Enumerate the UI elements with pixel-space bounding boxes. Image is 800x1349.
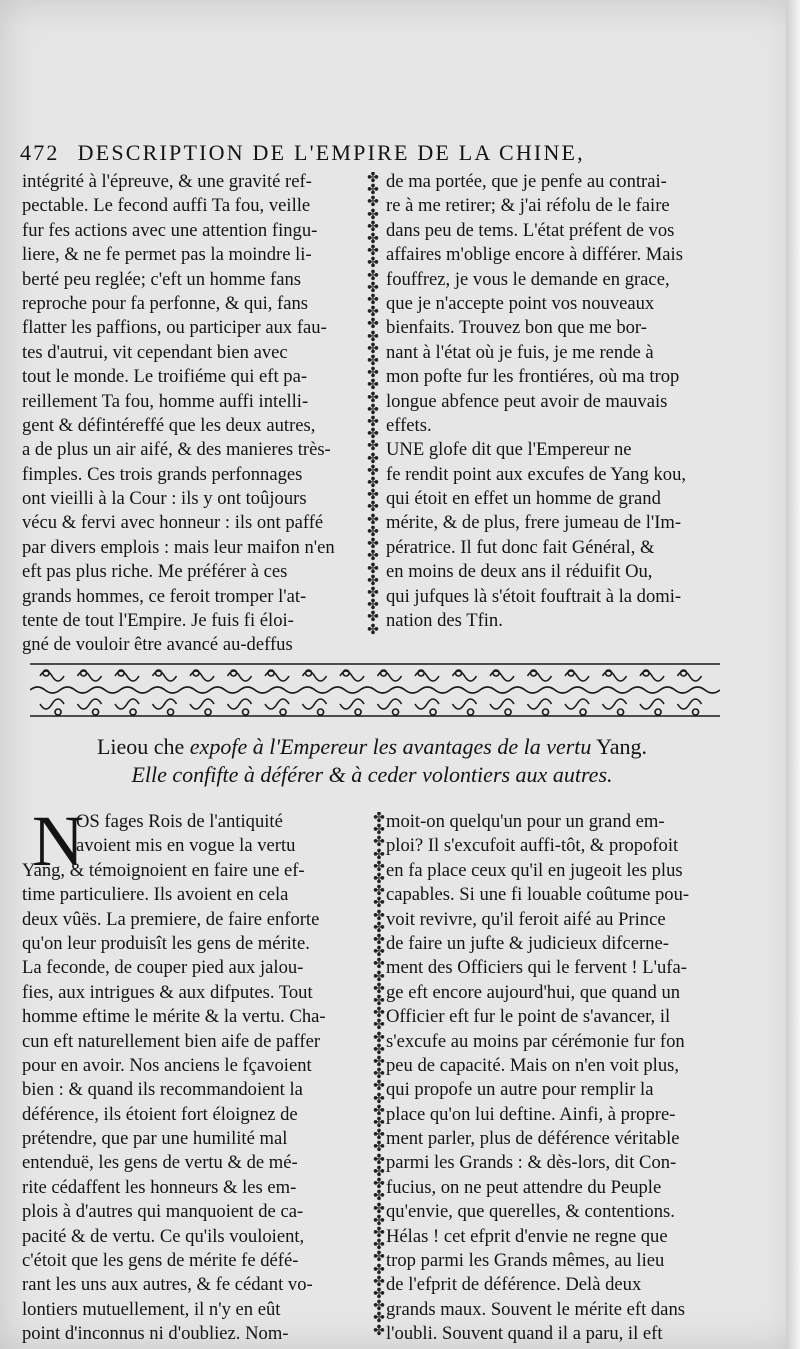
- text-line: rite cédaffent les honneurs & les em-: [22, 1176, 297, 1198]
- text-line: entenduë, les gens de vertu & de mé-: [22, 1152, 298, 1174]
- text-line: déférence, ils étoient fort éloignez de: [22, 1103, 298, 1125]
- text-line: fouffrez, je vous le demande en grace,: [386, 268, 670, 290]
- section-title-name: Lieou che: [96, 734, 185, 759]
- text-line: qu'envie, que querelles, & contentions.: [386, 1201, 675, 1223]
- text-line: grands hommes, ce feroit tromper l'at-: [22, 585, 307, 607]
- page-edge: [786, 0, 800, 1349]
- text-line: c'étoit que les gens de mérite fe défé-: [22, 1250, 299, 1272]
- text-line: capables. Si une fi louable coûtume pou-: [386, 884, 690, 906]
- text-line: ment parler, plus de déférence véritable: [386, 1128, 680, 1150]
- column-right-bottom: [386, 810, 726, 1347]
- column-separator-bottom: ✤ ✤ ✤ ✤ ✤ ✤ ✤ ✤ ✤ ✤ ✤ ✤ ✤ ✤ ✤ ✤ ✤ ✤ ✤ ✤ ✤ ✤ ✤ ✤ ✤ ✤ ✤ ✤ ✤ ✤ ✤ ✤ ✤ ✤ ✤ ✤ ✤ ✤ ✤ ✤ ✤ ✤ ✤: [373, 812, 385, 1339]
- text-line: grands maux. Souvent le mérite eft dans: [386, 1298, 685, 1320]
- text-line: tout le monde. Le troifiéme qui eft pa-: [22, 366, 308, 388]
- text-line: liere, & ne fe permet pas la moindre li-: [22, 244, 312, 266]
- text-line: affaires m'oblige encore à différer. Mais: [386, 244, 683, 266]
- text-line: ploi? Il s'excufoit auffi-tôt, & propofoit: [386, 835, 679, 857]
- text-line: de l'efprit de déférence. Delà deux: [386, 1274, 642, 1296]
- text-line: par divers emplois : mais leur maifon n'en: [22, 536, 335, 558]
- text-line: ge eft encore aujourd'hui, que quand un: [386, 981, 681, 1003]
- text-line: OS fages Rois de l'antiquité: [76, 811, 283, 832]
- text-line: Officier eft fur le point de s'avancer, il: [386, 1006, 671, 1028]
- page-number: 472: [20, 140, 60, 165]
- text-line: reillement Ta fou, homme auffi intelli-: [22, 390, 309, 412]
- text-line: fur fes actions avec une attention fingu-: [22, 219, 318, 241]
- column-left-bottom: [22, 810, 362, 1347]
- text-line: s'excufe au moins par cérémonie fur fon: [386, 1030, 685, 1052]
- text-line: pacité & de vertu. Ce qu'ils vouloient,: [22, 1225, 305, 1247]
- text-line: gné de vouloir être avancé au-deffus: [22, 634, 293, 656]
- text-line: gent & défintéreffé que les deux autres,: [22, 414, 316, 436]
- decorative-ornament-band: [30, 662, 720, 718]
- text-line: bien : & quand ils recommandoient la: [22, 1079, 303, 1101]
- text-line: prétendre, que par une humilité mal: [22, 1128, 288, 1150]
- text-line: qui jufques là s'étoit fouftrait à la domi-: [386, 585, 682, 607]
- text-line: qu'on leur produisît les gens de mérite.: [22, 932, 310, 954]
- text-line: avoient mis en vogue la vertu: [76, 835, 296, 857]
- section-title-line-1: [22, 734, 722, 760]
- text-line: Hélas ! cet efprit d'envie ne regne que: [386, 1225, 668, 1247]
- text-line: pour en avoir. Nos anciens le fçavoient: [22, 1054, 312, 1076]
- text-line: pectable. Le fecond auffi Ta fou, veille: [22, 195, 311, 217]
- text-line: point d'inconnus ni d'oubliez. Nom-: [22, 1323, 289, 1345]
- text-line: La feconde, de couper pied aux jalou-: [22, 957, 304, 979]
- text-line: tente de tout l'Empire. Je fuis fi éloi-: [22, 610, 294, 632]
- section-title-end: Yang.: [596, 734, 648, 759]
- text-line: cun eft naturellement bien aife de paffer: [22, 1030, 321, 1052]
- running-head: [20, 140, 680, 166]
- text-line: de faire un jufte & judicieux difcerne-: [386, 932, 669, 954]
- column-left-top: [22, 170, 362, 658]
- text-line: parmi les Grands : & dès-lors, dit Con-: [386, 1152, 677, 1174]
- text-line: fe rendit point aux excufes de Yang kou,: [386, 463, 687, 485]
- text-line: fimples. Ces trois grands perfonnages: [22, 463, 303, 485]
- text-line: moit-on quelqu'un pour un grand em-: [386, 811, 665, 832]
- text-line: fucius, on ne peut attendre du Peuple: [386, 1176, 662, 1198]
- text-line: ont vieilli à la Cour : ils y ont toûjours: [22, 488, 307, 510]
- text-line: que je n'accepte point vos nouveaux: [386, 292, 655, 314]
- running-title: DESCRIPTION DE L'EMPIRE DE LA CHINE,: [77, 140, 585, 165]
- text-line: dans peu de tems. L'état préfent de vos: [386, 219, 675, 241]
- text-line: en fa place ceux qu'il en jugeoit les plus: [386, 859, 683, 881]
- text-line: fies, aux intrigues & aux difputes. Tout: [22, 981, 313, 1003]
- text-line: plois à d'autres qui manquoient de ca-: [22, 1201, 304, 1223]
- text-line: reproche pour fa perfonne, & qui, fans: [22, 292, 309, 314]
- text-line: UNE glofe dit que l'Empereur ne: [386, 439, 632, 461]
- drop-cap: N: [32, 801, 84, 881]
- text-line: homme eftime le mérite & la vertu. Cha-: [22, 1006, 326, 1028]
- text-line: place qu'on lui deftine. Ainfi, à propre-: [386, 1103, 676, 1125]
- text-line: lontiers mutuellement, il n'y en eût: [22, 1298, 281, 1320]
- text-line: pératrice. Il fut donc fait Général, &: [386, 536, 655, 558]
- text-line: nation des Tfin.: [386, 610, 503, 632]
- text-line: vécu & fervi avec honneur : ils ont paffé: [22, 512, 324, 534]
- text-line: voit revivre, qu'il feroit aifé au Prince: [386, 908, 666, 930]
- text-line: eft pas plus riche. Me préférer à ces: [22, 561, 288, 583]
- text-line: deux vûës. La premiere, de faire enforte: [22, 908, 320, 930]
- text-line: a de plus un air aifé, & des manieres très-: [22, 439, 331, 461]
- text-line: qui propofe un autre pour remplir la: [386, 1079, 654, 1101]
- text-line: mérite, & de plus, frere jumeau de l'Im-: [386, 512, 682, 534]
- text-line: berté peu reglée; c'eft un homme fans: [22, 268, 302, 290]
- column-right-top: [386, 170, 726, 633]
- text-line: de ma portée, que je penfe au contrai-: [386, 171, 667, 192]
- text-line: time particuliere. Ils avoient en cela: [22, 884, 289, 906]
- text-line: Yang, & témoignoient en faire une ef-: [22, 859, 305, 881]
- text-line: longue abfence peut avoir de mauvais: [386, 390, 668, 412]
- column-separator-top: ✤ ✤ ✤ ✤ ✤ ✤ ✤ ✤ ✤ ✤ ✤ ✤ ✤ ✤ ✤ ✤ ✤ ✤ ✤ ✤ ✤ ✤ ✤ ✤ ✤ ✤ ✤ ✤ ✤ ✤ ✤ ✤ ✤ ✤ ✤ ✤ ✤ ✤: [367, 172, 379, 638]
- text-line: tes d'autrui, vit cependant bien avec: [22, 341, 288, 363]
- text-line: peu de capacité. Mais on n'en voit plus,: [386, 1054, 680, 1076]
- text-line: bienfaits. Trouvez bon que me bor-: [386, 317, 647, 339]
- text-line: nant à l'état où je fuis, je me rende à: [386, 341, 654, 363]
- text-line: l'oubli. Souvent quand il a paru, il eft: [386, 1323, 663, 1345]
- section-title-italic: expofe à l'Empereur les avantages de la vertu: [189, 734, 592, 759]
- text-line: ment des Officiers qui le fervent ! L'ufa-: [386, 957, 687, 979]
- text-line: re à me retirer; & j'ai réfolu de le faire: [386, 195, 670, 217]
- text-line: effets.: [386, 414, 432, 436]
- text-line: mon pofte fur les frontiéres, où ma trop: [386, 366, 680, 388]
- text-line: en moins de deux ans il réduifit Ou,: [386, 561, 653, 583]
- text-line: rant les uns aux autres, & fe cédant vo-: [22, 1274, 313, 1296]
- text-line: flatter les paffions, ou participer aux fau-: [22, 317, 327, 339]
- text-line: intégrité à l'épreuve, & une gravité ref-: [22, 171, 312, 192]
- section-title-line-2: Elle confifte à déférer & à ceder volontiers aux autres.: [131, 762, 613, 787]
- text-line: trop parmi les Grands mêmes, au lieu: [386, 1250, 665, 1272]
- text-line: qui étoit en effet un homme de grand: [386, 488, 661, 510]
